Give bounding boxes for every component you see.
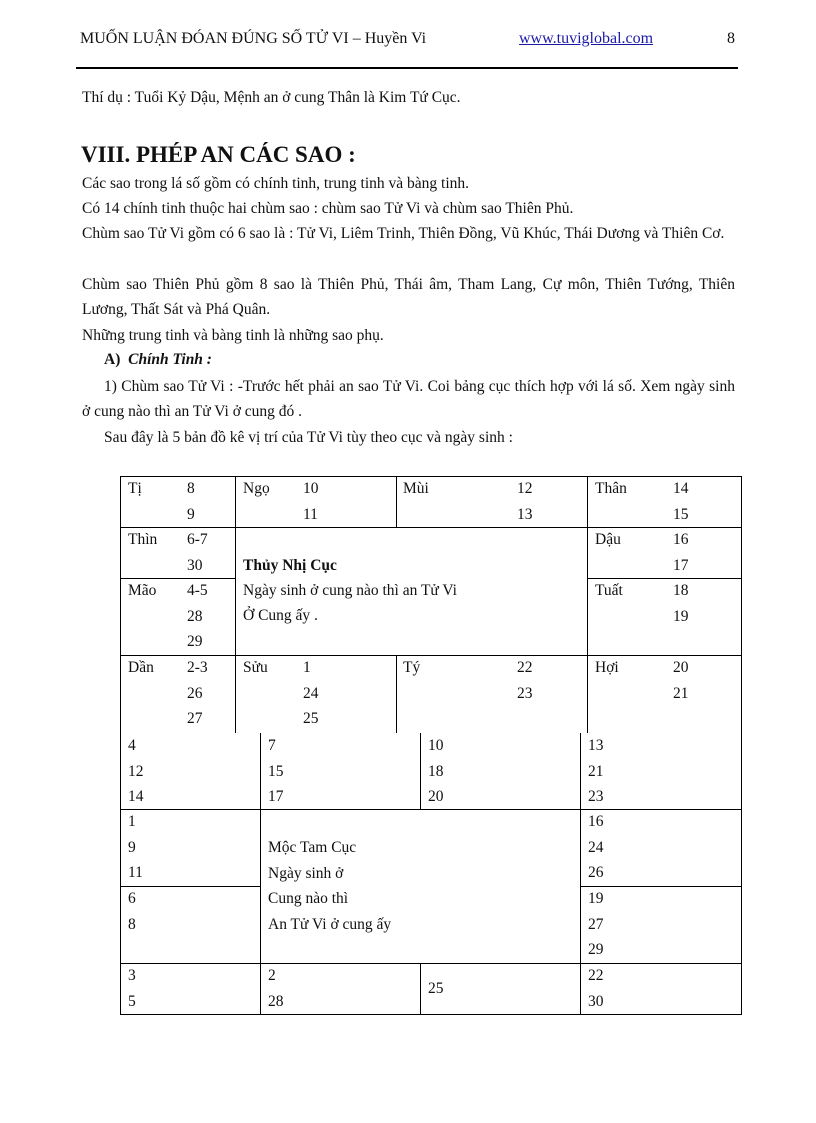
table1-line: [120, 527, 742, 528]
table1-line: [120, 476, 121, 733]
table2-cell-right-2: 19 27 29: [588, 890, 604, 958]
palace-days-thin: 6-7 30: [187, 531, 208, 574]
table1-center-line2: Ở Cung ấy .: [243, 607, 318, 624]
table1-line: [396, 655, 397, 733]
paragraph-6: 1) Chùm sao Tử Vi : -Trước hết phải an sao Tử Vi. Coi bảng cục thích hợp với lá số. Xem ngày sinh ở cung nào thì an Tử Vi ở cung đó .: [82, 378, 735, 420]
table1-line: [235, 476, 236, 733]
palace-days-than: 14 15: [673, 480, 689, 523]
table2-center-text: Mộc Tam Cục Ngày sinh ở Cung nào thì An Tử Vi ở cung ấy: [268, 839, 392, 933]
paragraph-7: Sau đây là 5 bản đồ kê vị trí của Tử Vi tùy theo cục và ngày sinh :: [104, 429, 513, 446]
table2-line: [741, 733, 742, 1014]
table1-line: [741, 476, 742, 733]
palace-days-hoi: 20 21: [673, 659, 689, 702]
table1-line: [396, 476, 397, 527]
section-heading: VIII. PHÉP AN CÁC SAO :: [81, 142, 356, 167]
table2-cell-bottom-4: 22 30: [588, 967, 604, 1010]
palace-days-ngo: 10 11: [303, 480, 319, 523]
table2-cell-bottom-3: 25: [428, 980, 444, 997]
website-link[interactable]: www.tuviglobal.com: [519, 30, 654, 47]
table2-cell-top-2: 7 15 17: [268, 737, 284, 805]
palace-name-mao: Mão: [128, 582, 157, 599]
palace-days-ty: 22 23: [517, 659, 533, 702]
table2-cell-left-2: 6 8: [128, 890, 136, 933]
paragraph-5: Những trung tinh và bàng tinh là những sao phụ.: [82, 327, 384, 344]
page-number: 8: [727, 30, 735, 47]
subheading-prefix: A): [104, 351, 121, 368]
palace-days-dau: 16 17: [673, 531, 689, 574]
table2-line: [420, 963, 421, 1014]
paragraph-3: Chùm sao Tử Vi gồm có 6 sao là : Tử Vi, Liêm Trinh, Thiên Đồng, Vũ Khúc, Thái Dương và Thiên Cơ.: [82, 225, 725, 242]
palace-name-dan: Dần: [128, 659, 154, 676]
table2-cell-bottom-2: 2 28: [268, 967, 284, 1010]
running-header-title: MUỐN LUẬN ĐÓAN ĐÚNG SỐ TỬ VI – Huyền Vi: [80, 30, 427, 47]
palace-name-dau: Dậu: [595, 531, 621, 548]
table2-cell-right-1: 16 24 26: [588, 813, 604, 881]
table1-center-line1: Ngày sinh ở cung nào thì an Tử Vi: [243, 582, 457, 599]
example-line: Thí dụ : Tuổi Kỷ Dậu, Mệnh an ở cung Thân là Kim Tứ Cục.: [82, 89, 461, 106]
table2-cell-left-1: 1 9 11: [128, 813, 143, 881]
palace-name-than: Thân: [595, 480, 627, 497]
palace-days-dan: 2-3 26 27: [187, 659, 208, 727]
table2-line: [580, 886, 742, 887]
table2-cell-top-4: 13 21 23: [588, 737, 604, 805]
table2-line: [580, 733, 581, 1014]
palace-name-suu: Sửu: [243, 659, 268, 676]
table2-cell-top-1: 4 12 14: [128, 737, 144, 805]
paragraph-4: Chùm sao Thiên Phủ gồm 8 sao là Thiên Phủ, Thái âm, Tham Lang, Cự môn, Thiên Tướng, Thiên Lương, Thất Sát và Phá Quân.: [82, 276, 735, 318]
palace-days-tuat: 18 19: [673, 582, 689, 625]
table2-cell-top-3: 10 18 20: [428, 737, 444, 805]
table2-line: [120, 963, 742, 964]
table1-line: [587, 476, 588, 733]
subheading-chinh-tinh: [104, 351, 212, 369]
palace-name-mui: Mùi: [403, 480, 429, 497]
palace-name-tuat: Tuất: [595, 582, 623, 599]
table1-line: [120, 655, 742, 656]
table2-line: [260, 733, 261, 1014]
table2-line: [120, 1014, 742, 1015]
subheading-text: Chính Tinh :: [128, 351, 212, 368]
palace-days-mui: 12 13: [517, 480, 533, 523]
palace-days-mao: 4-5 28 29: [187, 582, 208, 650]
palace-days-ti: 8 9: [187, 480, 195, 523]
palace-name-ty: Tý: [403, 659, 421, 676]
table1-line: [120, 476, 742, 477]
paragraph-2: Có 14 chính tinh thuộc hai chùm sao : chùm sao Tử Vi và chùm sao Thiên Phủ.: [82, 200, 574, 217]
table2-line: [120, 886, 260, 887]
palace-name-ti: Tị: [128, 480, 142, 497]
palace-name-thin: Thìn: [128, 531, 158, 548]
paragraph-1: Các sao trong lá số gồm có chính tinh, trung tinh và bàng tinh.: [82, 175, 470, 192]
palace-name-ngo: Ngọ: [243, 480, 270, 497]
table2-cell-bottom-1: 3 5: [128, 967, 136, 1010]
palace-name-hoi: Hợi: [595, 659, 619, 676]
table1-title: Thủy Nhị Cục: [243, 557, 337, 574]
palace-days-suu: 1 24 25: [303, 659, 319, 727]
table2-line: [420, 733, 421, 809]
header-rule: [76, 67, 738, 69]
table2-line: [120, 733, 121, 1014]
